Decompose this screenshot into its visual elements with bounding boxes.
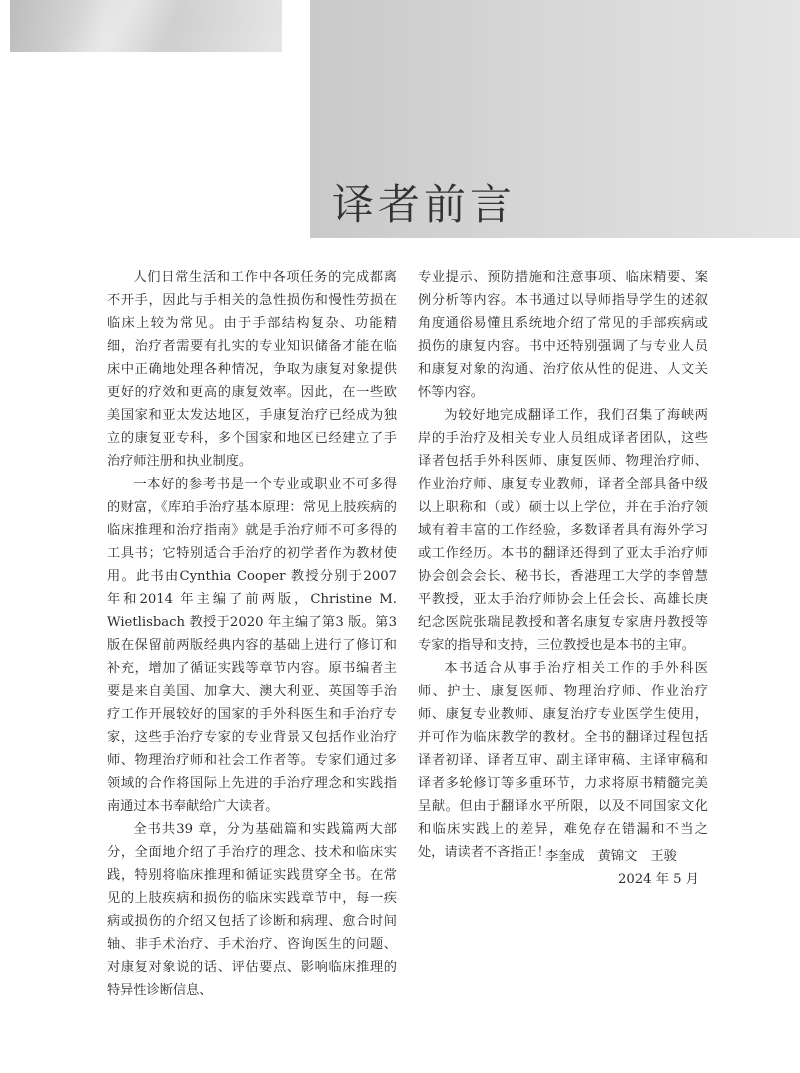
translator-names: 李奎成 黄锦文 王骏 bbox=[545, 849, 677, 864]
paragraph: 为较好地完成翻译工作，我们召集了海峡两岸的手治疗及相关专业人员组成译者团队，这些译者包括手外科医师、康复医师、物理治疗师、作业治疗师、康复专业教师，译者全部具备中级以上职称和（或）硕士以上学位，并在手治疗领域有着丰富的工作经验，多数译者具有海外学习或工作经历。本书的翻译还得到了亚太手治疗师协会创会会长、秘书长，香港理工大学的李曾慧平教授，亚太手治疗师协会上任会长、高雄长庚纪念医院张瑞昆教授和著名康复专家唐丹教授等专家的指导和支持，三位教授也是本书的主审。 bbox=[418, 408, 708, 653]
paragraph-continuation: 专业提示、预防措施和注意事项、临床精要、案例分析等内容。本书通过以导师指导学生的述叙角度通俗易懂且系统地介绍了常见的手部疾病或损伤的康复内容。书中还特别强调了与专业人员和康复对象的沟通、治疗依从性的促进、人文关怀等内容。 bbox=[418, 270, 708, 400]
header-decoration-left bbox=[10, 0, 282, 52]
right-column bbox=[418, 266, 708, 864]
signature-block bbox=[545, 845, 699, 891]
paragraph: 本书适合从事手治疗相关工作的手外科医师、护士、康复医师、物理治疗师、作业治疗师、康复专业教师、康复治疗专业医学生使用，并可作为临床教学的教材。全书的翻译过程包括译者初译、译者互审、副主译审稿、主译审稿和译者多轮修订等多重环节，力求将原书精髓完美呈献。但由于翻译水平所限，以及不同国家文化和临床实践上的差异，难免存在错漏和不当之处，请读者不吝指正！ bbox=[418, 661, 708, 860]
paragraph: 一本好的参考书是一个专业或职业不可多得的财富，《库珀手治疗基本原理：常见上肢疾病的临床推理和治疗指南》就是手治疗师不可多得的工具书；它特别适合手治疗的初学者作为教材使用。此书由Cynthia Cooper 教授分别于2007 年和2014 年主编了前两版，Christine M. Wietlisbach 教授于2020 年主编了第3 版。第3 版在保留前两版经典内容的基础上进行了修订和补充，增加了循证实践等章节内容。原书编者主要是来自美国、加拿大、澳大利亚、英国等手治疗工作开展较好的国家的手外科医生和手治疗专家，这些手治疗专家的专业背景又包括作业治疗师、物理治疗师和社会工作者等。专家们通过多领域的合作将国际上先进的手治疗理念和实践指南通过本书奉献给广大读者。 bbox=[107, 477, 397, 814]
paragraph: 人们日常生活和工作中各项任务的完成都离不开手，因此与手相关的急性损伤和慢性劳损在临床上较为常见。由于手部结构复杂、功能精细，治疗者需要有扎实的专业知识储备才能在临床中正确地处理各种情况，争取为康复对象提供更好的疗效和更高的康复效率。因此，在一些欧美国家和亚太发达地区，手康复治疗已经成为独立的康复亚专科，多个国家和地区已经建立了手治疗师注册和执业制度。 bbox=[107, 270, 397, 469]
paragraph: 全书共39 章，分为基础篇和实践篇两大部分，全面地介绍了手治疗的理念、技术和临床实践，特别将临床推理和循证实践贯穿全书。在常见的上肢疾病和损伤的临床实践章节中，每一疾病或损伤的介绍又包括了诊断和病理、愈合时间轴、非手术治疗、手术治疗、咨询医生的问题、对康复对象说的话、评估要点、影响临床推理的特异性诊断信息、 bbox=[107, 822, 397, 998]
left-column bbox=[107, 266, 397, 1002]
signature-date: 2024 年 5 月 bbox=[618, 872, 699, 887]
page-title: 译者前言 bbox=[332, 180, 517, 229]
